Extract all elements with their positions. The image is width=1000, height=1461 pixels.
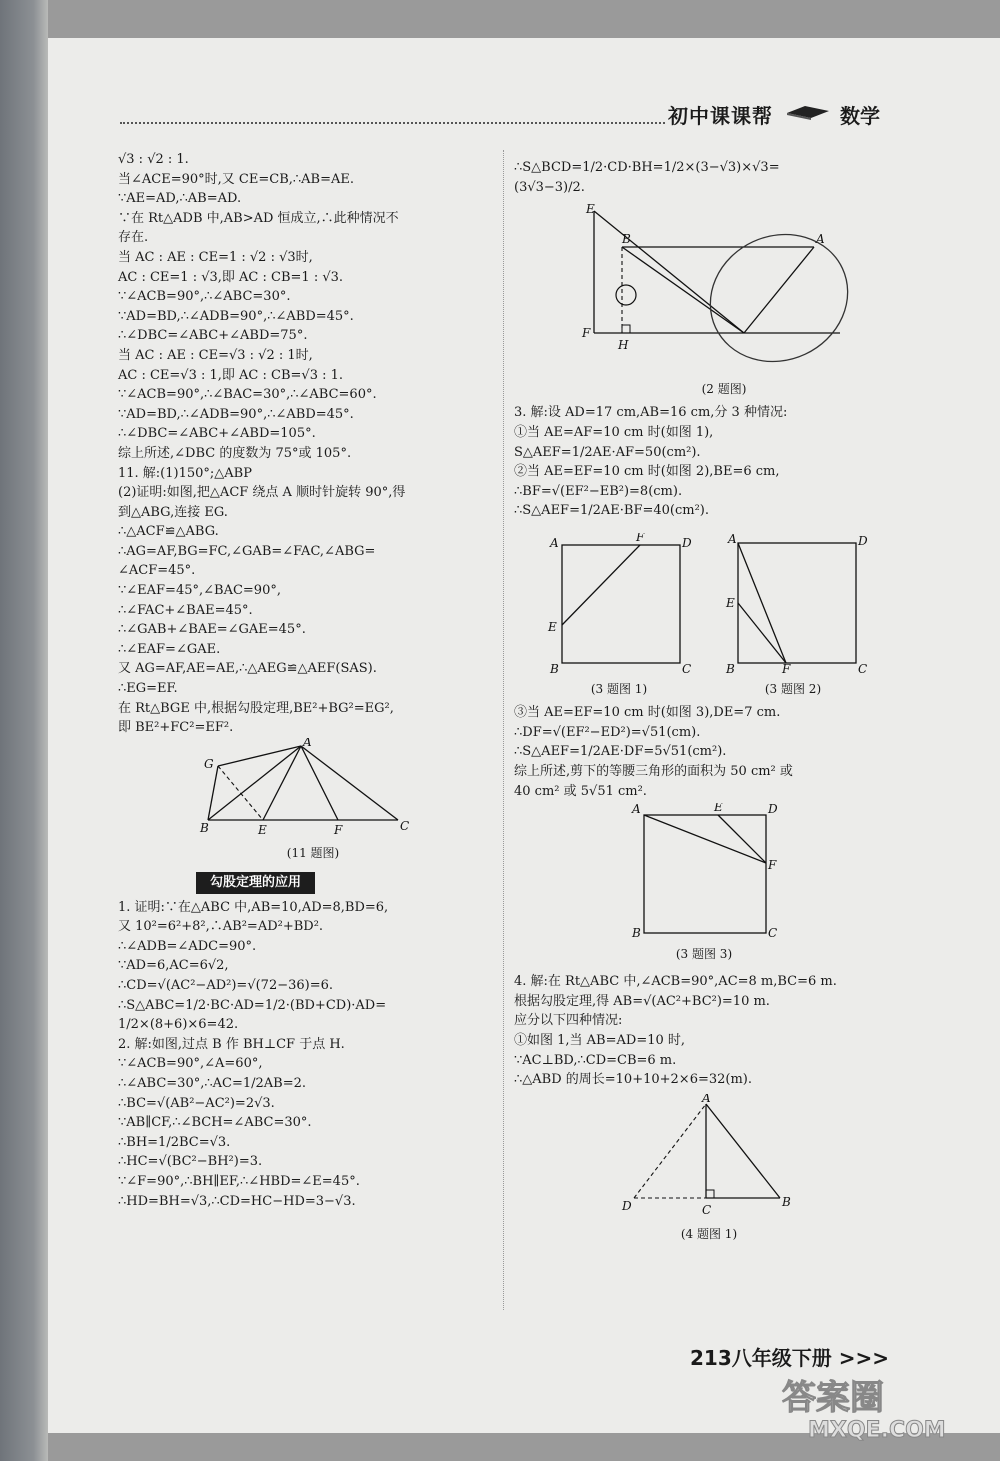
text-line: ∠ACF=45°. [118, 563, 196, 579]
text-line: 综上所述,∠DBC 的度数为 75°或 105°. [118, 445, 352, 461]
fig2-caption: (2 题图) [701, 381, 747, 396]
fig3-2-label-f: F [782, 661, 791, 673]
fig3-2-caption: (3 题图 2) [764, 681, 822, 696]
text-line: 3. 解:设 AD=17 cm,AB=16 cm,分 3 种情况: [514, 405, 788, 421]
fig11-label-c: C [400, 818, 410, 833]
text-line: ①当 AE=AF=10 cm 时(如图 1), [514, 424, 714, 440]
fig11-label-a: A [303, 737, 312, 749]
text-line: ∴CD=√(AC²−AD²)=√(72−36)=6. [118, 977, 334, 993]
text-line: AC : CE=√3 : 1,即 AC : CB=√3 : 1. [118, 367, 344, 383]
fig4-label-a: A [702, 1093, 711, 1105]
fig3-2-label-e: E [726, 595, 735, 610]
text-line: 2. 解:如图,过点 B 作 BH⊥CF 于点 H. [118, 1036, 345, 1052]
text-line: 综上所述,剪下的等腰三角形的面积为 50 cm² 或 [514, 763, 793, 779]
fig3-1-label-b: B [550, 661, 559, 673]
text-line: (3√3−3)/2. [514, 179, 585, 195]
text-line: 在 Rt△BGE 中,根据勾股定理,BE²+BG²=EG², [118, 700, 394, 716]
fig2-label-b: B [622, 232, 631, 247]
text-line: ∴∠ADB=∠ADC=90°. [118, 938, 257, 954]
fig11-label-f: F [334, 822, 343, 837]
figure-4 [614, 1094, 804, 1219]
text-line: 应分以下四种情况: [514, 1013, 623, 1029]
header-rule [120, 122, 665, 124]
text-line: ①如图 1,当 AB=AD=10 时, [514, 1033, 686, 1049]
fig3-3-label-b: B [632, 926, 641, 939]
fig3-2-label-b: B [726, 661, 735, 673]
fig2-label-a: A [816, 232, 825, 247]
fig4-label-b: B [782, 1194, 791, 1209]
text-line: ∴∠DBC=∠ABC+∠ABD=75°. [118, 328, 308, 344]
figure-3-1 [544, 533, 694, 673]
fig11-label-e: E [258, 822, 267, 837]
text-line: ∴△ABD 的周长=10+10+2×6=32(m). [514, 1072, 752, 1088]
fig3-1-label-d: D [682, 535, 692, 550]
text-line: ∴AG=AF,BG=FC,∠GAB=∠FAC,∠ABG= [118, 543, 376, 559]
fig3-1-label-c: C [682, 661, 692, 673]
fig2-label-e: E [586, 203, 595, 217]
text-line: ∴S△ABC=1/2·BC·AD=1/2·(BD+CD)·AD= [118, 997, 387, 1013]
text-line: 4. 解:在 Rt△ABC 中,∠ACB=90°,AC=8 m,BC=6 m. [514, 974, 837, 990]
text-line: ∵AE=AD,∴AB=AD. [118, 191, 242, 207]
figure-3-3 [624, 803, 784, 938]
fig3-3-caption: (3 题图 3) [675, 946, 733, 961]
text-line: ∵∠ACB=90°,∠A=60°, [118, 1056, 263, 1072]
left-text-block-b [118, 898, 498, 1212]
page-footer: 213八年级下册 >>> [690, 1346, 889, 1370]
text-line: ∵∠EAF=45°,∠BAC=90°, [118, 583, 281, 599]
watermark-url: MXQE.COM [808, 1418, 946, 1443]
figure-3-row [544, 533, 904, 699]
text-line: ∴BF=√(EF²−EB²)=8(cm). [514, 483, 683, 499]
fig3-2-label-c: C [858, 661, 868, 673]
section-title: 勾股定理的应用 [196, 872, 315, 894]
figure-11 [198, 738, 428, 838]
text-line: ∵∠F=90°,∴BH∥EF,∴∠HBD=∠E=45°. [118, 1173, 360, 1189]
fig2-label-f: F [582, 326, 591, 341]
left-column [118, 150, 498, 1211]
text-line: ∵AD=BD,∴∠ADB=90°,∴∠ABD=45°. [118, 308, 354, 324]
text-line: ∵∠ACB=90°,∴∠ABC=30°. [118, 289, 291, 305]
text-line: ∴DF=√(EF²−ED²)=√51(cm). [514, 724, 701, 740]
fig3-2-label-d: D [858, 533, 868, 548]
header-title: 初中课课帮 [668, 104, 773, 128]
text-line: ∴∠FAC+∠BAE=45°. [118, 602, 253, 618]
text-line: S△AEF=1/2AE·AF=50(cm²). [514, 444, 701, 460]
fig11-caption: (11 题图) [286, 846, 340, 861]
text-line: 根据勾股定理,得 AB=√(AC²+BC²)=10 m. [514, 993, 770, 1009]
text-line: ∵在 Rt△ADB 中,AB>AD 恒成立,∴此种情况不 [118, 210, 399, 226]
text-line: ∴∠DBC=∠ABC+∠ABD=105°. [118, 426, 316, 442]
fig11-label-b: B [200, 820, 209, 835]
fig4-label-d: D [622, 1198, 632, 1213]
text-line: AC : CE=1 : √3,即 AC : CB=1 : √3. [118, 269, 344, 285]
text-line: 到△ABG,连接 EG. [118, 504, 228, 520]
text-line: 当 AC : AE : CE=1 : √2 : √3时, [118, 249, 313, 265]
text-line: ∴BC=√(AB²−AC²)=2√3. [118, 1095, 275, 1111]
fig3-1-label-e: E [548, 619, 557, 634]
text-line: ∴S△BCD=1/2·CD·BH=1/2×(3−√3)×√3= [514, 160, 780, 175]
text-line: ∴HD=BH=√3,∴CD=HC−HD=3−√3. [118, 1193, 356, 1209]
text-line: ∴∠GAB+∠BAE=∠GAE=45°. [118, 622, 306, 638]
text-line: ③当 AE=EF=10 cm 时(如图 3),DE=7 cm. [514, 705, 781, 721]
fig3-2-label-a: A [728, 532, 737, 546]
right-text-block-d [514, 972, 904, 1090]
fig3-3-label-e: E [714, 803, 723, 815]
text-line: 11. 解:(1)150°;△ABP [118, 465, 252, 481]
book-icon [785, 104, 831, 120]
text-line: ∴EG=EF. [118, 681, 178, 697]
text-line: 40 cm² 或 5√51 cm². [514, 783, 647, 799]
text-line: (2)证明:如图,把△ACF 绕点 A 顺时针旋转 90°,得 [118, 485, 406, 501]
left-text-block-a [118, 150, 498, 738]
text-line: ∴△ACF≌△ABG. [118, 524, 219, 540]
fig11-label-g: G [204, 756, 214, 771]
fig3-1-caption: (3 题图 1) [590, 681, 648, 696]
watermark-logo: 答案圈 [782, 1378, 884, 1418]
text-line: √3 : √2 : 1. [118, 152, 189, 167]
text-line: ∵AD=BD,∴∠ADB=90°,∴∠ABD=45°. [118, 406, 354, 422]
text-line: ②当 AE=EF=10 cm 时(如图 2),BE=6 cm, [514, 464, 780, 480]
text-line: 又 AG=AF,AE=AE,∴△AEG≌△AEF(SAS). [118, 661, 377, 677]
text-line: 当∠ACE=90°时,又 CE=CB,∴AB=AE. [118, 171, 354, 187]
text-line: ∴S△AEF=1/2AE·BF=40(cm²). [514, 503, 709, 519]
text-line: ∴∠EAF=∠GAE. [118, 641, 221, 657]
fig3-1-label-f: F [636, 532, 645, 544]
text-line: 1. 证明:∵在△ABC 中,AB=10,AD=8,BD=6, [118, 899, 389, 915]
text-line: ∵AD=6,AC=6√2, [118, 958, 229, 974]
text-line: 当 AC : AE : CE=√3 : √2 : 1时, [118, 347, 313, 363]
fig2-label-h: H [618, 338, 629, 353]
text-line: ∴HC=√(BC²−BH²)=3. [118, 1154, 263, 1170]
right-text-block-b [514, 403, 904, 521]
text-line: ∴S△AEF=1/2AE·DF=5√51(cm²). [514, 744, 727, 760]
text-line: ∵AB∥CF,∴∠BCH=∠ABC=30°. [118, 1115, 312, 1131]
text-line: ∴BH=1/2BC=√3. [118, 1134, 231, 1150]
text-line: 存在. [118, 230, 149, 246]
fig4-caption: (4 题图 1) [680, 1227, 738, 1242]
fig4-label-c: C [702, 1202, 712, 1217]
right-text-block-a [514, 158, 904, 197]
figure-3-2 [718, 533, 868, 673]
text-line: 1/2×(8+6)×6=42. [118, 1017, 239, 1033]
right-text-block-c [514, 703, 904, 801]
text-line: ∴∠ABC=30°,∴AC=1/2AB=2. [118, 1075, 307, 1091]
fig3-3-label-c: C [768, 926, 778, 939]
figure-2 [574, 203, 874, 373]
fig3-3-label-a: A [632, 803, 641, 817]
text-line: ∵∠ACB=90°,∴∠BAC=30°,∴∠ABC=60°. [118, 387, 377, 403]
right-column [514, 158, 904, 1245]
book-spine-edge [0, 0, 48, 1461]
fig3-3-label-d: D [768, 803, 778, 817]
fig3-1-label-a: A [550, 535, 559, 550]
handwritten-stamp [689, 212, 868, 373]
header-subject: 数学 [840, 104, 880, 128]
fig3-3-label-f: F [768, 858, 777, 873]
text-line: ∵AC⊥BD,∴CD=CB=6 m. [514, 1052, 677, 1068]
column-divider [503, 150, 504, 1310]
text-line: 又 10²=6²+8²,∴AB²=AD²+BD². [118, 919, 324, 935]
text-line: 即 BE²+FC²=EF². [118, 720, 234, 736]
